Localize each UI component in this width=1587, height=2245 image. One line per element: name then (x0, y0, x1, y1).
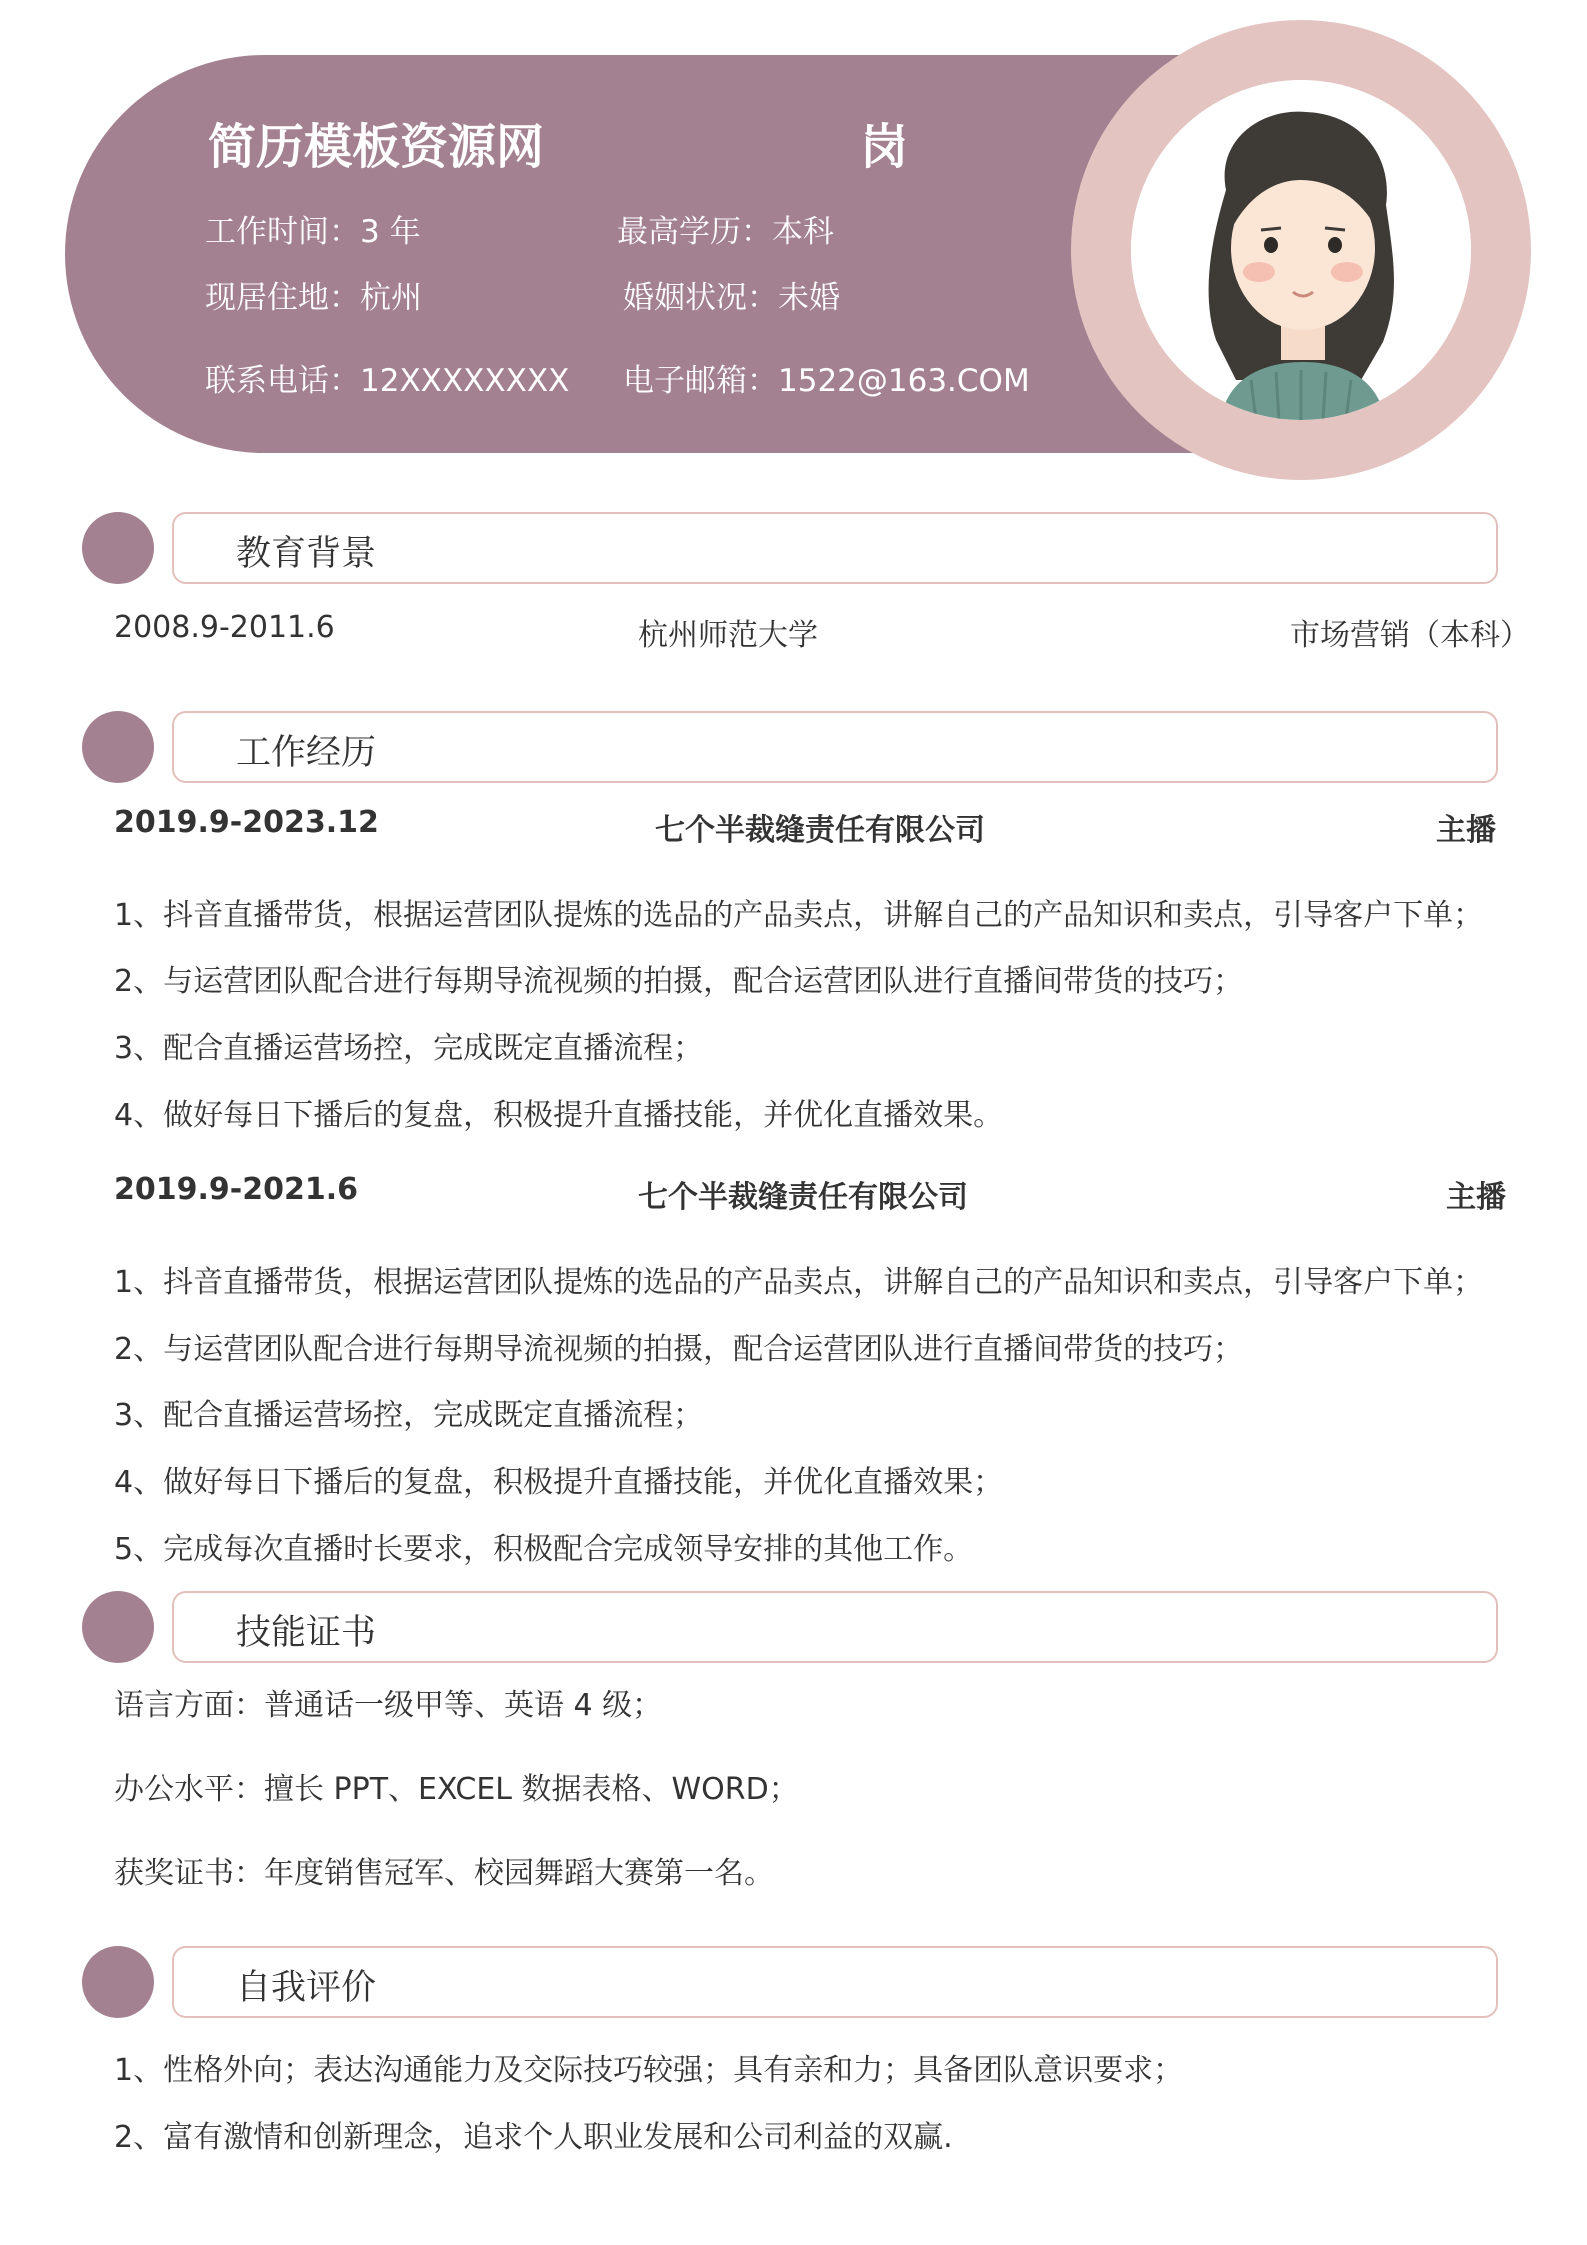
skill-item: 办公水平：擅长 PPT、EXCEL 数据表格、WORD； (114, 1772, 799, 1807)
section-header-skills (172, 1591, 1498, 1663)
job-company: 七个半裁缝责任有限公司 (655, 813, 985, 848)
section-title: 自我评价 (236, 1968, 377, 2008)
education-period: 2008.9-2011.6 (114, 610, 335, 645)
job-duty: 4、做好每日下播后的复盘，积极提升直播技能，并优化直播效果； (114, 1465, 1004, 1500)
email: 电子邮箱：1522@163.COM (623, 363, 1030, 399)
section-marker (82, 711, 154, 783)
education-major: 市场营销（本科） (1290, 618, 1530, 653)
section-marker (82, 512, 154, 584)
section-marker (82, 1591, 154, 1663)
self-evaluation-item: 2、富有激情和创新理念，追求个人职业发展和公司利益的双赢. (114, 2120, 953, 2155)
section-title: 技能证书 (236, 1613, 377, 1653)
section-title: 工作经历 (236, 733, 377, 773)
job-duty: 1、抖音直播带货，根据运营团队提炼的选品的产品卖点，讲解自己的产品知识和卖点，引导客户下单； (114, 898, 1484, 933)
phone: 联系电话：12XXXXXXXX (205, 363, 570, 399)
job-role: 主播 (1436, 813, 1496, 848)
job-duty: 2、与运营团队配合进行每期导流视频的拍摄，配合运营团队进行直播间带货的技巧； (114, 964, 1244, 999)
skill-item: 语言方面：普通话一级甲等、英语 4 级； (114, 1688, 663, 1723)
candidate-name: 简历模板资源网 (208, 119, 545, 175)
section-marker (82, 1946, 154, 2018)
section-header-education (172, 512, 1498, 584)
job-role: 主播 (1446, 1180, 1506, 1215)
residence: 现居住地：杭州 (205, 280, 422, 316)
education-level: 最高学历：本科 (617, 214, 834, 250)
job-duty: 5、完成每次直播时长要求，积极配合完成领导安排的其他工作。 (114, 1532, 974, 1567)
section-header-self-evaluation (172, 1946, 1498, 2018)
job-duty: 3、配合直播运营场控，完成既定直播流程； (114, 1398, 704, 1433)
avatar-frame (1071, 20, 1531, 480)
self-evaluation-item: 1、性格外向；表达沟通能力及交际技巧较强；具有亲和力；具备团队意识要求； (114, 2053, 1184, 2088)
marital-status: 婚姻状况：未婚 (623, 280, 840, 316)
section-header-work (172, 711, 1498, 783)
job-period: 2019.9-2021.6 (114, 1172, 358, 1207)
work-years: 工作时间：3 年 (205, 214, 421, 250)
job-title: 岗 (860, 119, 909, 175)
job-duty: 3、配合直播运营场控，完成既定直播流程； (114, 1031, 704, 1066)
section-title: 教育背景 (236, 534, 377, 574)
avatar (1131, 80, 1471, 420)
job-duty: 2、与运营团队配合进行每期导流视频的拍摄，配合运营团队进行直播间带货的技巧； (114, 1332, 1244, 1367)
job-duty: 4、做好每日下播后的复盘，积极提升直播技能，并优化直播效果。 (114, 1098, 1004, 1133)
job-duty: 1、抖音直播带货，根据运营团队提炼的选品的产品卖点，讲解自己的产品知识和卖点，引导客户下单； (114, 1265, 1484, 1300)
job-period: 2019.9-2023.12 (114, 805, 379, 840)
job-company: 七个半裁缝责任有限公司 (638, 1180, 968, 1215)
skill-item: 获奖证书：年度销售冠军、校园舞蹈大赛第一名。 (114, 1856, 774, 1891)
avatar-illustration (1131, 80, 1471, 420)
education-school: 杭州师范大学 (638, 618, 818, 653)
